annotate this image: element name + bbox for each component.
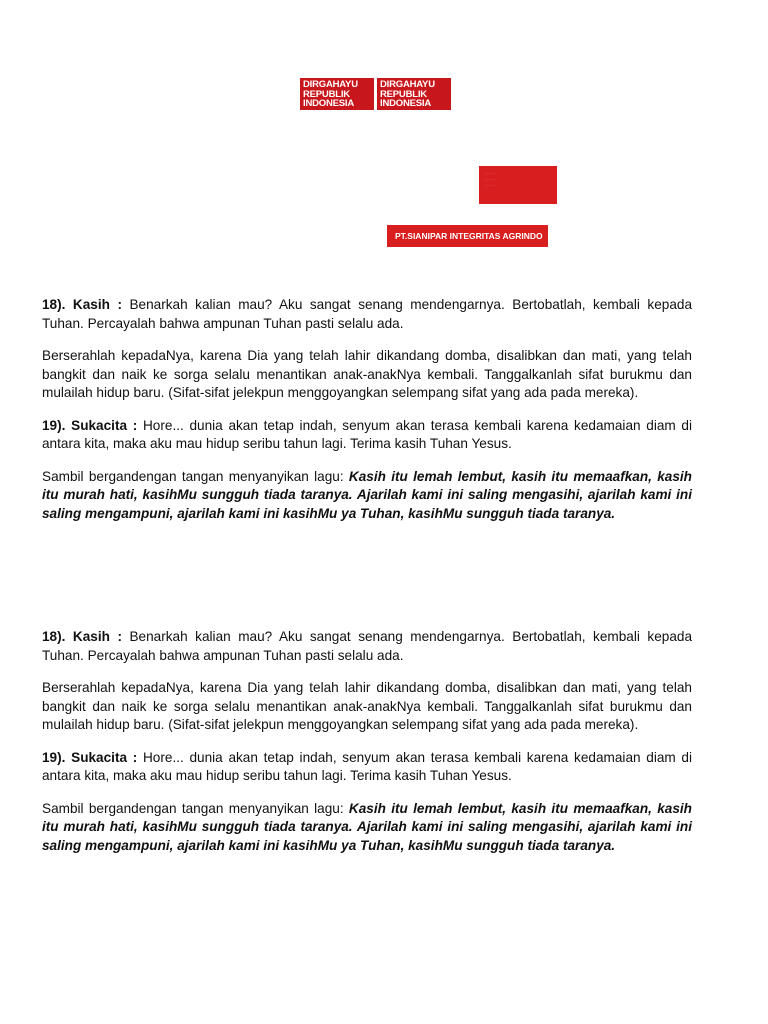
paragraph-text: Berserahlah kepadaNya, karena Dia yang telah lahir dikandang domba, disalibkan dan mati, yang telah bangkit dan naik ke sorga selalu menantikan anak-anakNya kembali. Tanggalkanlah sifat burukmu dan mulailah hidup baru. (Sifat-sifat jelekpun menggoyangkan selempang sifat yang ada pada mereka).: [42, 348, 692, 400]
banner-line: DIRGAHAYU: [380, 79, 435, 90]
dirgahayu-banner-2: [377, 78, 451, 110]
paragraph-sukacita: [42, 749, 692, 786]
banner-line: REPUBLIK: [303, 88, 350, 100]
banner-line: INDONESIA: [380, 98, 431, 109]
paragraph-text: Sambil bergandengan tangan menyanyikan lagu:: [42, 468, 349, 484]
red-box-line: ..........: [485, 176, 497, 181]
banner-line: INDONESIA: [303, 98, 354, 109]
paragraph-label: 18). Kasih :: [42, 297, 122, 312]
song-lyric: Kasih itu lemah lembut, kasih itu memaafkan, kasih itu murah hati, kasihMu sungguh tiada taranya. Ajarilah kami ini saling mengasihi, ajarilah kami ini saling mengampuni, ajarilah kami ini kasihMu ya Tuhan, kasihMu sungguh tiada taranya.: [42, 800, 692, 853]
paragraph-label: 19). Sukacita :: [42, 749, 138, 765]
paragraph-text: Hore... dunia akan tetap indah, senyum akan terasa kembali karena kedamaian diam di antara kita, maka aku mau hidup seribu tahun lagi. Terima kasih Tuhan Yesus.: [42, 417, 693, 451]
dirgahayu-banner-1: [300, 78, 374, 110]
banner-line: DIRGAHAYU: [303, 79, 358, 90]
paragraph-sukacita: [42, 417, 692, 454]
document-section-2: [42, 628, 692, 869]
paragraph-berserahlah: [42, 679, 692, 735]
paragraph-lagu: [42, 800, 692, 856]
company-name-box: PT.SIANIPAR INTEGRITAS AGRINDO: [387, 225, 548, 247]
paragraph-lagu: [42, 468, 692, 524]
red-box-line: ..........: [485, 170, 497, 175]
song-lyric: Kasih itu lemah lembut, kasih itu memaafkan, kasih itu murah hati, kasihMu sungguh tiada taranya. Ajarilah kami ini saling mengasihi, ajarilah kami ini saling mengampuni, ajarilah kami ini kasihMu ya Tuhan, kasihMu sungguh tiada taranya.: [42, 468, 692, 521]
paragraph-label: 19). Sukacita :: [42, 417, 138, 433]
red-box-line: ..........: [485, 182, 497, 187]
document-section-1: [42, 296, 692, 537]
paragraph-kasih: [42, 296, 692, 333]
paragraph-text: Benarkah kalian mau? Aku sangat senang mendengarnya. Bertobatlah, kembali kepada Tuhan. Percayalah bahwa ampunan Tuhan pasti selalu ada.: [42, 297, 693, 331]
paragraph-text: Sambil bergandengan tangan menyanyikan lagu:: [42, 800, 349, 816]
paragraph-text: Benarkah kalian mau? Aku sangat senang mendengarnya. Bertobatlah, kembali kepada Tuhan. Percayalah bahwa ampunan Tuhan pasti selalu ada.: [42, 629, 693, 663]
paragraph-label: 18). Kasih :: [42, 629, 122, 644]
banner-line: REPUBLIK: [380, 88, 427, 100]
paragraph-text: Berserahlah kepadaNya, karena Dia yang telah lahir dikandang domba, disalibkan dan mati, yang telah bangkit dan naik ke sorga selalu menantikan anak-anakNya kembali. Tanggalkanlah sifat burukmu dan mulailah hidup baru. (Sifat-sifat jelekpun menggoyangkan selempang sifat yang ada pada mereka).: [42, 680, 692, 732]
paragraph-berserahlah: [42, 347, 692, 403]
paragraph-kasih: [42, 628, 692, 665]
red-info-box: [479, 166, 557, 204]
paragraph-text: Hore... dunia akan tetap indah, senyum akan terasa kembali karena kedamaian diam di antara kita, maka aku mau hidup seribu tahun lagi. Terima kasih Tuhan Yesus.: [42, 749, 693, 783]
